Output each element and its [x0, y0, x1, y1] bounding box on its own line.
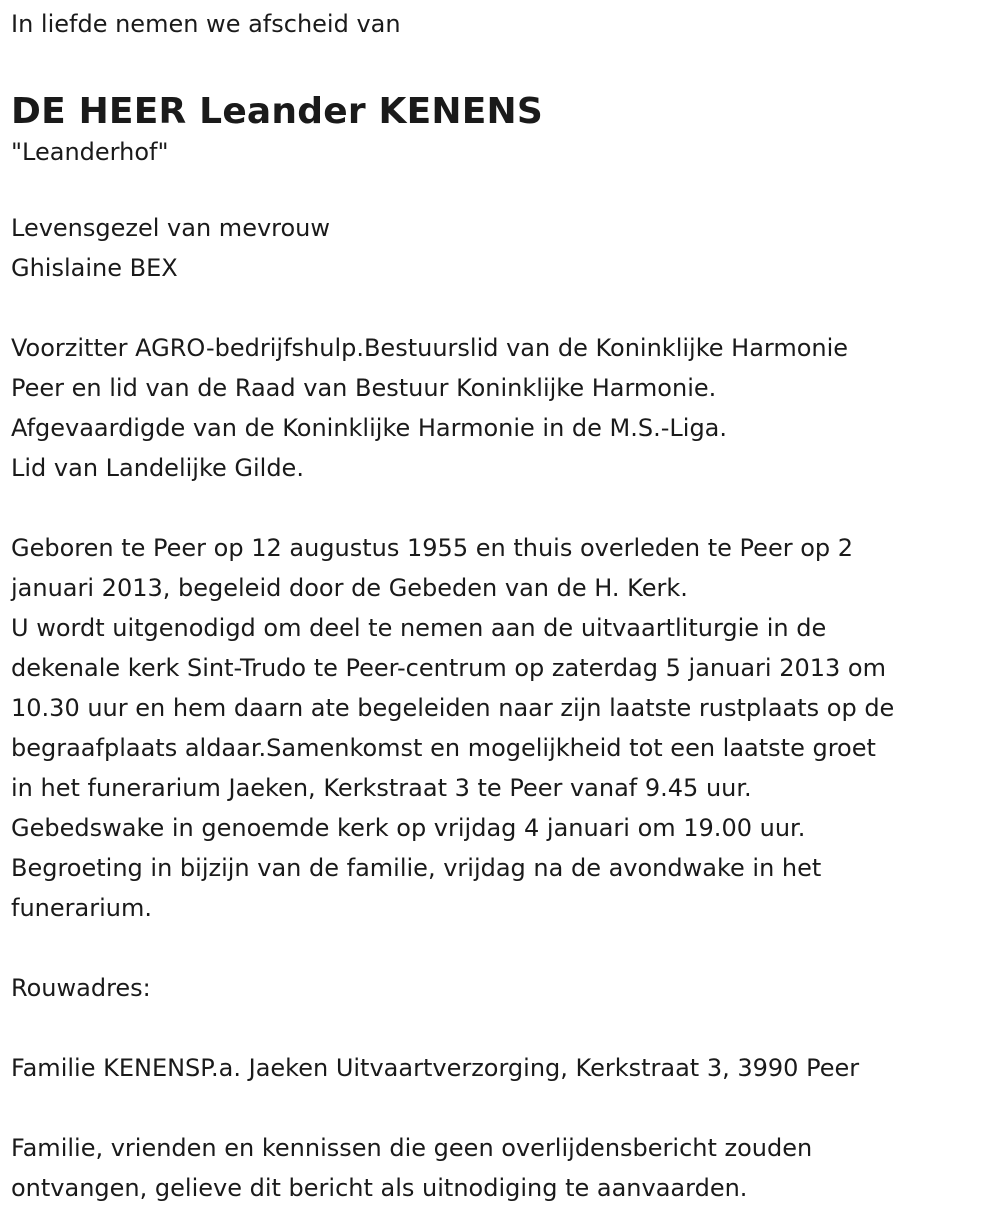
- closing-block: [11, 1128, 1000, 1208]
- details-line: Begroeting in bijzijn van de familie, vrijdag na de avondwake in het: [11, 854, 822, 882]
- mourning-address: Familie KENENSP.a. Jaeken Uitvaartverzorging, Kerkstraat 3, 3990 Peer: [11, 1054, 860, 1082]
- closing-line: ontvangen, gelieve dit bericht als uitnodiging te aanvaarden.: [11, 1174, 748, 1202]
- mourning-address-label-block: [11, 968, 1000, 1008]
- details-line: Gebedswake in genoemde kerk op vrijdag 4 januari om 19.00 uur.: [11, 814, 806, 842]
- mourning-address-label: Rouwadres:: [11, 974, 151, 1002]
- details-line: in het funerarium Jaeken, Kerkstraat 3 te Peer vanaf 9.45 uur.: [11, 774, 752, 802]
- details-line: januari 2013, begeleid door de Gebeden van de H. Kerk.: [11, 574, 688, 602]
- roles-line: Afgevaardigde van de Koninklijke Harmonie in de M.S.-Liga.: [11, 414, 728, 442]
- mourning-address-block: [11, 1048, 1000, 1088]
- intro-text: In liefde nemen we afscheid van: [11, 10, 401, 38]
- roles-block: [11, 328, 1000, 488]
- details-line: U wordt uitgenodigd om deel te nemen aan de uitvaartliturgie in de: [11, 614, 827, 642]
- deceased-name: DE HEER Leander KENENS: [11, 91, 543, 132]
- nickname: "Leanderhof": [11, 138, 169, 166]
- details-line: begraafplaats aldaar.Samenkomst en mogelijkheid tot een laatste groet: [11, 734, 876, 762]
- roles-line: Peer en lid van de Raad van Bestuur Koninklijke Harmonie.: [11, 374, 717, 402]
- details-line: funerarium.: [11, 894, 152, 922]
- partner-block: [11, 208, 1000, 288]
- details-line: Geboren te Peer op 12 augustus 1955 en thuis overleden te Peer op 2: [11, 534, 854, 562]
- partner-name: Ghislaine BEX: [11, 254, 178, 282]
- details-block: [11, 528, 1000, 928]
- roles-line: Voorzitter AGRO-bedrijfshulp.Bestuurslid van de Koninklijke Harmonie: [11, 334, 849, 362]
- details-line: 10.30 uur en hem daarn ate begeleiden naar zijn laatste rustplaats op de: [11, 694, 895, 722]
- partner-line: Levensgezel van mevrouw: [11, 214, 331, 242]
- closing-line: Familie, vrienden en kennissen die geen overlijdensbericht zouden: [11, 1134, 813, 1162]
- details-line: dekenale kerk Sint-Trudo te Peer-centrum op zaterdag 5 januari 2013 om: [11, 654, 886, 682]
- roles-line: Lid van Landelijke Gilde.: [11, 454, 304, 482]
